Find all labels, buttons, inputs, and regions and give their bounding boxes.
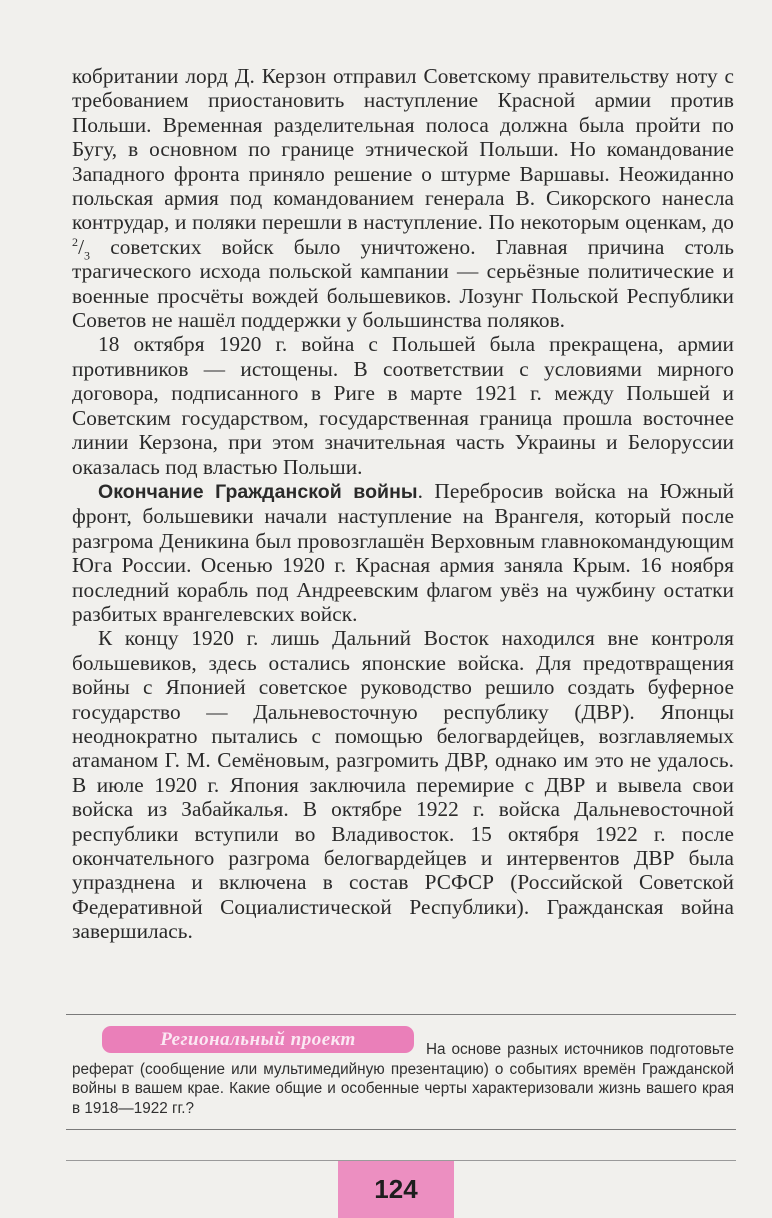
page-number: 124 (374, 1174, 418, 1204)
paragraph-text-continued: советских войск было уничтожено. Главная причина столь трагического исхода польской кампании — серьёзные политические и военные просчёты вождей большевиков. Лозунг Польской Республики Советов не нашёл поддержки у большинства поляков. (72, 234, 734, 333)
fraction-numerator: 2 (72, 234, 79, 249)
paragraph-text: . Перебросив войска на Южный фронт, большевики начали наступление на Врангеля, который после разгрома Деникина был провозглашён Верховным главнокомандующим Юга России. Осенью 1920 г. Красная армия заняла Крым. 16 ноября последний корабль под Андреевским флагом увёз на чужбину остатки разбитых врангелевских войск. (72, 478, 734, 626)
regional-project-badge: Региональный проект (102, 1026, 414, 1053)
paragraph-polish-campaign (72, 64, 734, 332)
regional-project-text: На основе разных источников подготовьте реферат (сообщение или мультимедийную презентацию) о событиях времён Гражданской войны в вашем крае. Какие общие и особенные черты характеризовали жизнь вашего края в 1918—1922 гг.? (72, 1041, 734, 1117)
page-number-box (338, 1161, 454, 1218)
section-heading: Окончание Гражданской войны (98, 480, 418, 503)
top-divider (66, 1014, 736, 1015)
paragraph-text: кобритании лорд Д. Керзон отправил Советскому правительству ноту с требованием приостановить наступление Красной армии против Польши. Временная разделительная полоса должна была пройти по Бугу, в основном по границе этнической Польши. Но командование Западного фронта приняло решение о штурме Варшавы. Неожиданно польская армия под командованием генерала В. Сикорского нанесла контрудар, и поляки перешли в наступление. По некоторым оценкам, до (72, 64, 734, 235)
bottom-divider (66, 1129, 736, 1130)
fraction-denominator: 3 (84, 248, 91, 263)
regional-project-box (72, 1022, 734, 1118)
paragraph-peace-treaty: 18 октября 1920 г. война с Польшей была прекращена, армии противников — истощены. В соответствии с условиями мирного договора, подписанного в Риге в марте 1921 г. между Польшей и Советским государством, государственная граница прошла восточнее линии Керзона, при этом значительная часть Украины и Белоруссии оказалась под властью Польши. (72, 332, 734, 479)
paragraph-far-east: К концу 1920 г. лишь Дальний Восток находился вне контроля большевиков, здесь остались японские войска. Для предотвращения войны с Японией советское руководство решило создать буферное государство — Дальневосточную республику (ДВР). Японцы неоднократно пытались с помощью белогвардейцев, возглавляемых атаманом Г. М. Семёновым, разгромить ДВР, однако им это не удалось. В июле 1920 г. Япония заключила перемирие с ДВР и вывела свои войска из Забайкалья. В октябре 1922 г. войска Дальневосточной республики вступили во Владивосток. 15 октября 1922 г. после окончательного разгрома белогвардейцев и интервентов ДВР была упразднена и включена в состав РСФСР (Российской Советской Федеративной Социалистической Республики). Гражданская война завершилась. (72, 626, 734, 944)
two-thirds-fraction: $^2/_3$ (72, 234, 91, 263)
paragraph-end-of-civil-war (72, 479, 734, 626)
main-text (72, 64, 734, 944)
